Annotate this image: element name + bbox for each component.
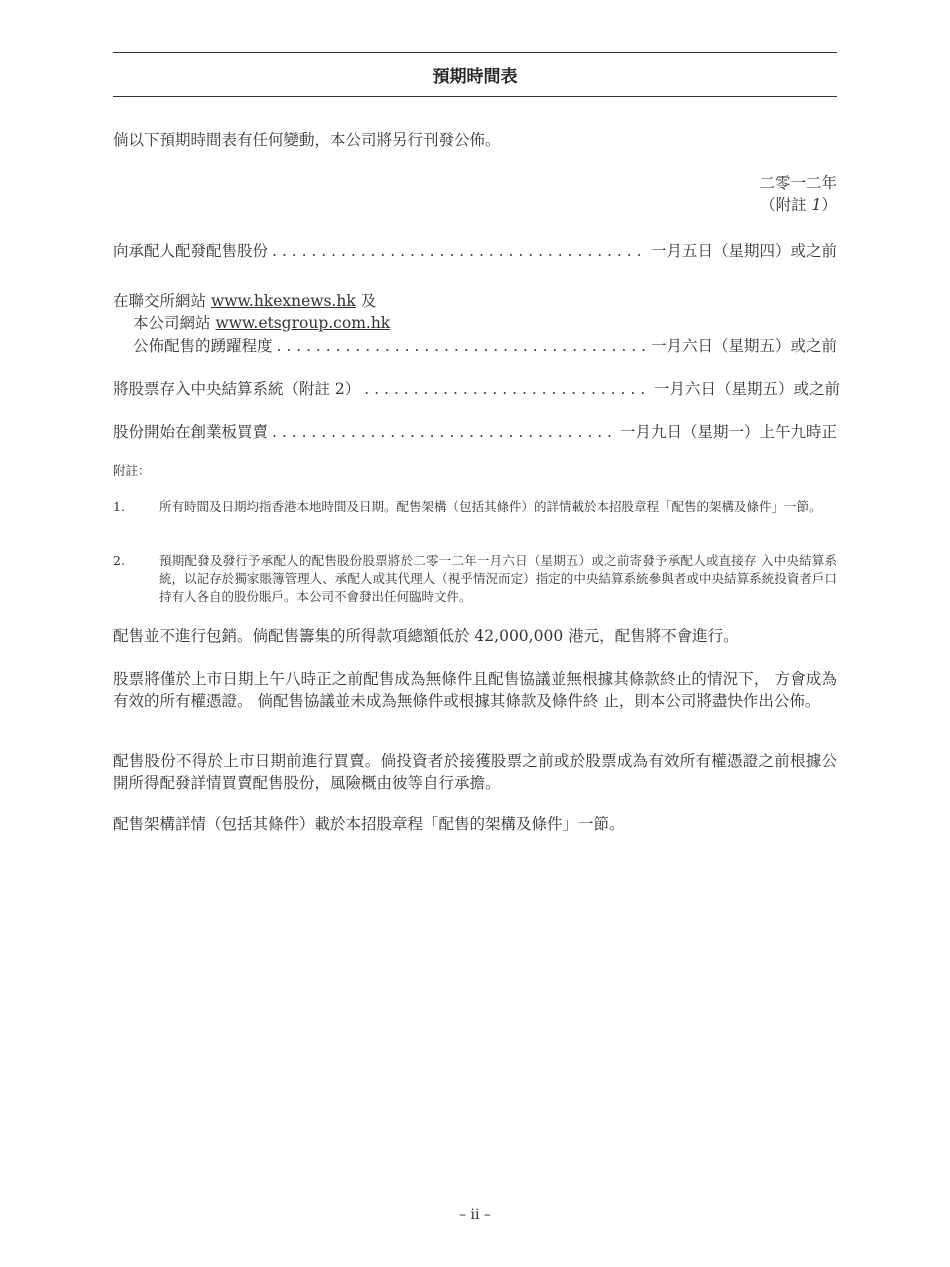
hkexnews-link[interactable]: www.hkexnews.hk (210, 292, 356, 310)
note-item-2 (113, 552, 837, 606)
paragraph-dealings-risk: 配售股份不得於上市日期前進行買賣。倘投資者於接獲股票之前或於股票成為有效所有權憑證之前根據公開所得配發詳情買賣配售股份，風險概由彼等自行承擔。 (113, 752, 837, 792)
timetable-label: 股份開始在創業板買賣 (113, 423, 269, 441)
timetable-date: 一月六日（星期五）或之前 (650, 337, 837, 355)
title-underline (113, 96, 837, 97)
timetable-date: 一月六日（星期五）或之前 (653, 380, 840, 398)
timetable-date: 一月九日（星期一）上午九時正 (619, 423, 837, 441)
timetable-row-announcement-line1: 在聯交所網站 www.hkexnews.hk 及 (113, 292, 377, 310)
page-title: 預期時間表 (432, 67, 518, 87)
timetable-row-allotment (113, 240, 837, 262)
paragraph-underwriting: 配售並不進行包銷。倘配售籌集的所得款項總額低於 42,000,000 港元，配售將不會進行。 (113, 627, 739, 645)
timetable-row-announcement-line2: 本公司網站 www.etsgroup.com.hk (133, 314, 391, 332)
note-text: 所有時間及日期均指香港本地時間及日期。配售架構（包括其條件）的詳情載於本招股章程「配售的架構及條件」一節。 (159, 499, 822, 514)
year-heading (113, 172, 837, 194)
timetable-row-dealings (113, 421, 837, 443)
year-note-number: 1 (811, 196, 822, 214)
dot-leader (272, 421, 616, 443)
dot-leader (277, 335, 647, 357)
year-label: 二零一二年 (759, 174, 837, 192)
intro-text: 倘以下預期時間表有任何變動，本公司將另行刊發公佈。 (113, 131, 501, 149)
timetable-row-ccass-deposit (113, 378, 840, 400)
note-number: 1. (113, 499, 125, 514)
note-number: 2. (113, 553, 125, 568)
paragraph-structure: 配售架構詳情（包括其條件）載於本招股章程「配售的架構及條件」一節。 (113, 815, 625, 833)
timetable-label: 向承配人配發配售股份 (113, 242, 269, 260)
dot-leader (272, 240, 647, 262)
timetable-date: 一月五日（星期四）或之前 (650, 242, 837, 260)
timetable-label: 公佈配售的踴躍程度 (133, 337, 273, 355)
timetable-label: 將股票存入中央結算系統（附註 2） (113, 380, 361, 398)
dot-leader (364, 378, 650, 400)
page-number: – ii – (459, 1207, 491, 1223)
notes-heading: 附註： (113, 463, 151, 478)
year-note: （附註 1） (760, 196, 837, 214)
top-rule (113, 52, 837, 53)
note-text: 預期配發及發行予承配人的配售股份股票將於二零一二年一月六日（星期五）或之前寄發予承配人或直接存 入中央結算系統，以記存於獨家賬簿管理人、承配人或其代理人（視乎情況而定）指定的中央結算系統參與者或中央結算系統投資者戶口持有人各自的股份賬戶。本公司不會發出任何臨時文件。 (159, 553, 837, 604)
timetable-row-announcement (133, 335, 837, 357)
note-item-1 (113, 498, 837, 516)
paragraph-share-certificates: 股票將僅於上市日期上午八時正之前配售成為無條件且配售協議並無根據其條款終止的情況下， 方會成為有效的所有權憑證。 倘配售協議並未成為無條件或根據其條款及條件終 止，則本公司將盡快作出公佈。 (113, 670, 837, 710)
company-website-link[interactable]: www.etsgroup.com.hk (215, 314, 391, 332)
